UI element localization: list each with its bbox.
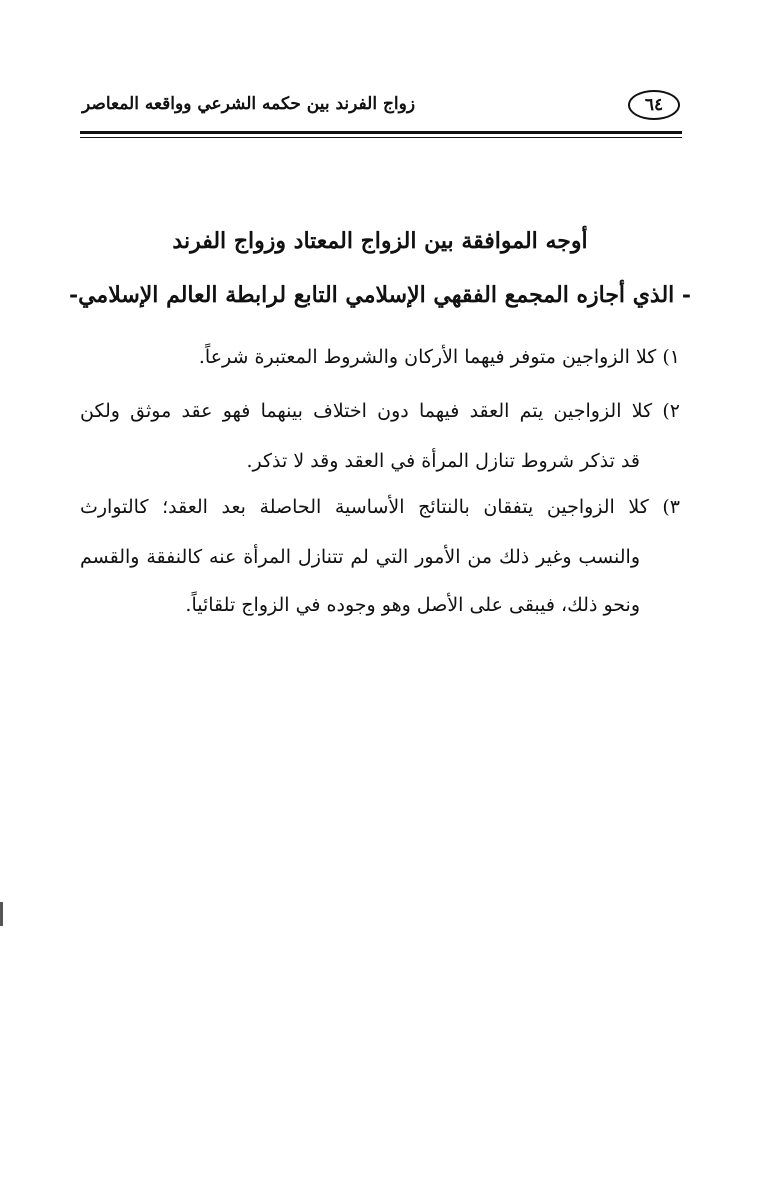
scan-edge-mark: [0, 902, 3, 926]
list-item-line: ٣) كلا الزواجين يتفقان بالنتائج الأساسية الحاصلة بعد العقد؛ كالتوارث: [80, 496, 680, 518]
list-item-line: ١) كلا الزواجين متوفر فيهما الأركان والشروط المعتبرة شرعاً.: [198, 346, 680, 368]
header-rule-thick: [80, 131, 682, 134]
page-header: [80, 88, 680, 128]
list-item-line: ٢) كلا الزواجين يتم العقد فيهما دون اختلاف بينهما فهو عقد موثق ولكن: [80, 400, 680, 422]
section-title-line-1: أوجه الموافقة بين الزواج المعتاد وزواج الفرند: [172, 228, 588, 254]
running-title: زواج الفرند بين حكمه الشرعي وواقعه المعاصر: [82, 94, 416, 114]
page-number-badge: [628, 90, 680, 120]
list-item-line: والنسب وغير ذلك من الأمور التي لم تتنازل المرأة عنه كالنفقة والقسم: [80, 546, 640, 568]
list-item-line: قد تذكر شروط تنازل المرأة في العقد وقد لا تذكر.: [246, 450, 640, 472]
list-item-line: ونحو ذلك، فيبقى على الأصل وهو وجوده في الزواج تلقائياً.: [185, 594, 640, 616]
header-rule-thin: [80, 137, 682, 138]
page-number: ٦٤: [644, 94, 664, 115]
section-title-line-2: - الذي أجازه المجمع الفقهي الإسلامي التابع لرابطة العالم الإسلامي-: [68, 282, 692, 308]
